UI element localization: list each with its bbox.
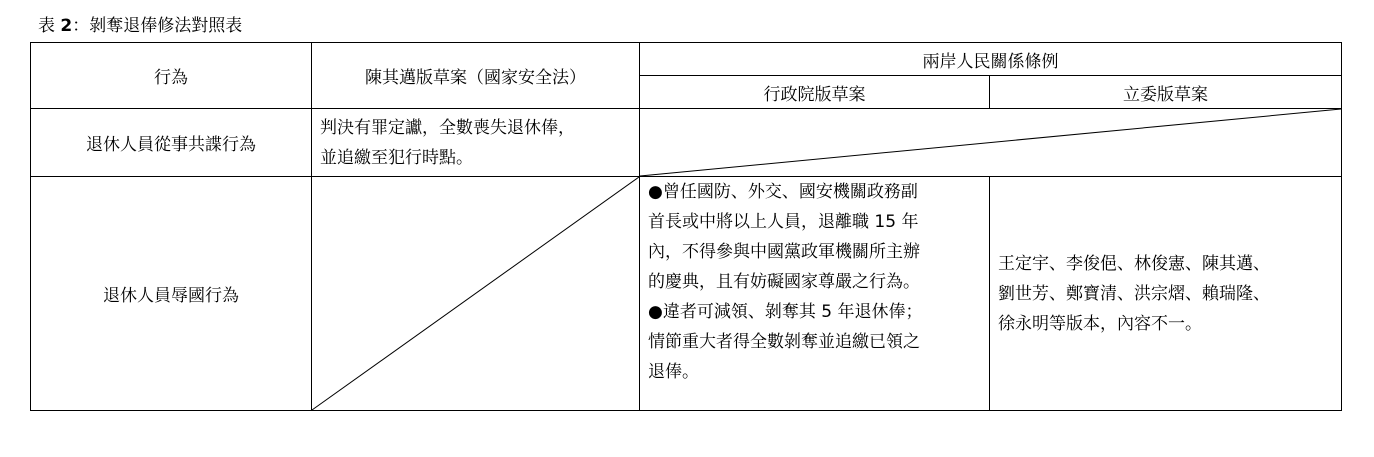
header-executive-yuan-draft: 行政院版草案 — [640, 76, 990, 109]
executive-line-1: ●曾任國防、外交、國安機關政務副 — [648, 182, 918, 202]
cell-chen-humiliation-empty — [312, 177, 640, 411]
header-chen-draft: 陳其邁版草案（國家安全法） — [312, 43, 640, 109]
diagonal-slash — [640, 109, 1341, 176]
executive-line-5: ●違者可減領、剝奪其 5 年退休俸； — [648, 302, 923, 322]
caption-number: 2 — [60, 16, 73, 36]
cell-cross-strait-espionage-empty — [640, 109, 1342, 177]
row-behavior-espionage: 退休人員從事共諜行為 — [31, 109, 312, 177]
executive-line-7: 退俸。 — [648, 362, 699, 382]
executive-line-2: 首長或中將以上人員，退離職 15 年 — [648, 212, 919, 232]
executive-line-4: 的慶典，且有妨礙國家尊嚴之行為。 — [648, 272, 920, 292]
table-row — [31, 177, 1342, 411]
caption-prefix: 表 — [38, 16, 61, 36]
executive-line-6: 情節重大者得全數剝奪並追繳已領之 — [648, 332, 920, 352]
legislator-line-1: 王定宇、李俊俋、林俊憲、陳其邁、 — [998, 253, 1270, 274]
header-legislator-draft: 立委版草案 — [990, 76, 1342, 109]
table-row — [31, 109, 1342, 177]
chen-espionage-line-1: 判決有罪定讞，全數喪失退休俸， — [320, 117, 575, 138]
comparison-table — [30, 42, 1342, 411]
chen-espionage-line-2: 並追繳至犯行時點。 — [320, 147, 473, 168]
executive-line-3: 內，不得參與中國黨政軍機關所主辦 — [648, 242, 920, 262]
legislator-line-3: 徐永明等版本，內容不一。 — [998, 313, 1202, 334]
table-caption — [38, 14, 242, 38]
header-cross-strait-act: 兩岸人民關係條例 — [640, 43, 1342, 76]
legislator-line-2: 劉世芳、鄭寶清、洪宗熠、賴瑞隆、 — [998, 283, 1270, 304]
diagonal-slash — [312, 177, 639, 410]
row-behavior-humiliation: 退休人員辱國行為 — [31, 177, 312, 411]
cell-legislator-humiliation — [990, 177, 1342, 411]
header-behavior: 行為 — [31, 43, 312, 109]
cell-chen-espionage — [312, 109, 640, 177]
caption-title: ：剝奪退俸修法對照表 — [72, 16, 243, 36]
cell-executive-humiliation — [640, 177, 990, 411]
